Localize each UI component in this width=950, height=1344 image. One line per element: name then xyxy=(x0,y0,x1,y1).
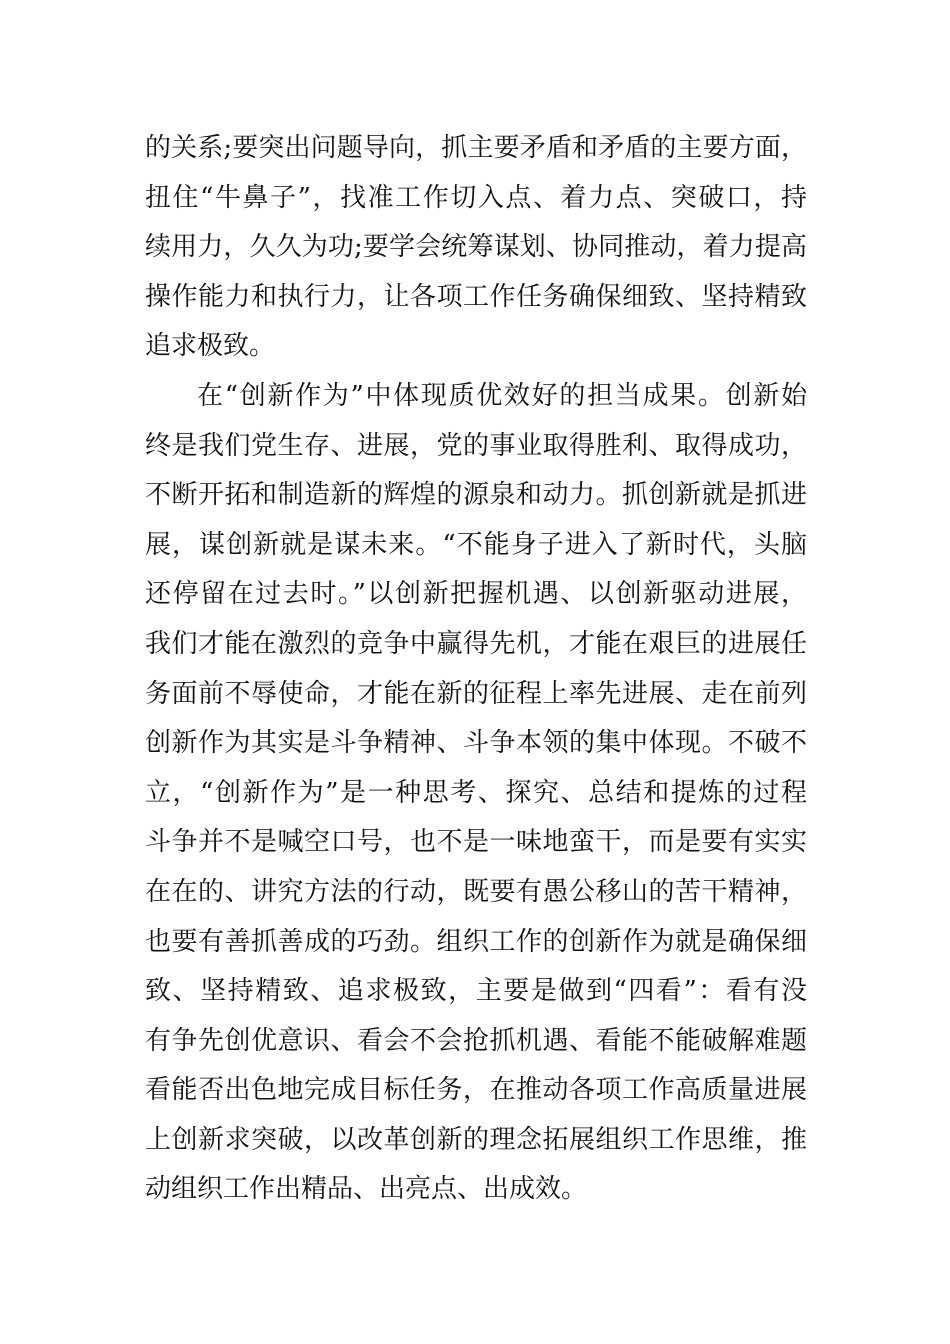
text-line: 的关系;要突出问题导向，抓主要矛盾和矛盾的主要方面， xyxy=(145,133,807,163)
text-line: 续用力，久久为功;要学会统筹谋划、协同推动，着力提高 xyxy=(145,232,807,263)
text-line: 操作能力和执行力，让各项工作任务确保细致、坚持精致 xyxy=(145,281,807,312)
text-line: 有争先创优意识、看会不会抢抓机遇、看能不能破解难题 xyxy=(145,1025,807,1056)
text-line: 不断开拓和制造新的辉煌的源泉和动力。抓创新就是抓进 xyxy=(145,480,807,511)
text-line: 务面前不辱使命，才能在新的征程上率先进展、走在前列 xyxy=(145,678,807,709)
paragraph-first-line: 在“创新作为”中体现质优效好的担当成果。创新始 xyxy=(197,380,807,411)
text-line: 在在的、讲究方法的行动，既要有愚公移山的苦干精神， xyxy=(145,876,807,907)
text-line: 斗争并不是喊空口号，也不是一味地蛮干，而是要有实实 xyxy=(145,827,807,858)
text-line: 展，谋创新就是谋未来。“不能身子进入了新时代，头脑 xyxy=(145,529,807,560)
text-line: 终是我们党生存、进展，党的事业取得胜利、取得成功， xyxy=(145,430,807,461)
text-line: 追求极致。 xyxy=(145,331,276,362)
text-line: 致、坚持精致、追求极致，主要是做到“四看”：看有没 xyxy=(145,976,807,1007)
text-line: 还停留在过去时。”以创新把握机遇、以创新驱动进展， xyxy=(145,579,807,610)
text-line: 我们才能在激烈的竞争中赢得先机，才能在艰巨的进展任 xyxy=(145,628,807,659)
text-line: 立，“创新作为”是一种思考、探究、总结和提炼的过程 xyxy=(145,777,807,808)
text-line: 动组织工作出精品、出亮点、出成效。 xyxy=(145,1174,588,1205)
text-line: 也要有善抓善成的巧劲。组织工作的创新作为就是确保细 xyxy=(145,926,807,957)
body-text xyxy=(145,124,807,1215)
text-line: 创新作为其实是斗争精神、斗争本领的集中体现。不破不 xyxy=(145,728,807,759)
text-line: 上创新求突破，以改革创新的理念拓展组织工作思维，推 xyxy=(145,1124,807,1155)
text-line: 看能否出色地完成目标任务，在推动各项工作高质量进展 xyxy=(145,1075,807,1106)
text-line: 扭住“牛鼻子”，找准工作切入点、着力点、突破口，持 xyxy=(145,182,807,213)
